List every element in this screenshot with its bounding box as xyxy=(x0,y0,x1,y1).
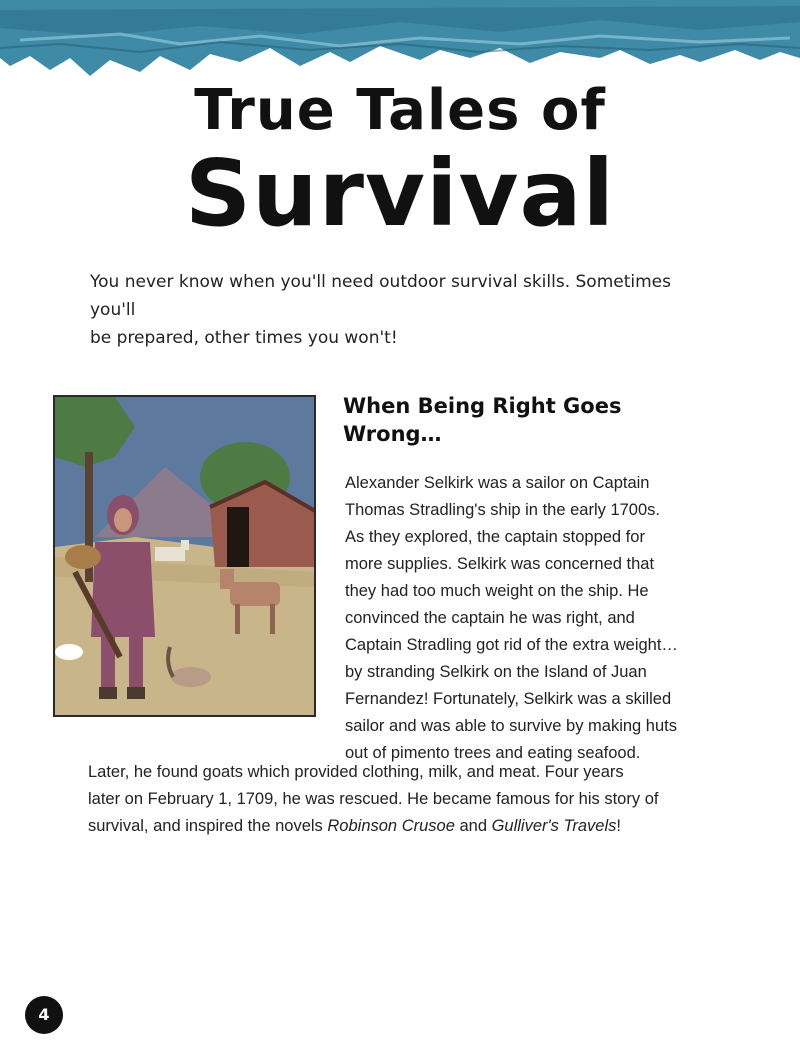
page-number: 4 xyxy=(25,996,63,1034)
castaway-illustration xyxy=(53,395,316,717)
text-fragment: ! xyxy=(616,817,621,835)
text-line: Thomas Stradling's ship in the early 1700s. xyxy=(345,501,660,519)
intro-line: You never know when you'll need outdoor survival skills. Sometimes you'll xyxy=(90,272,671,320)
text-line: out of pimento trees and eating seafood. xyxy=(345,744,641,762)
text-line: more supplies. Selkirk was concerned that xyxy=(345,555,655,573)
text-line: by stranding Selkirk on the Island of Juan xyxy=(345,663,647,681)
text-line: they had too much weight on the ship. He xyxy=(345,582,649,600)
brush-stroke-header xyxy=(0,0,800,90)
page-title-line1: True Tales of xyxy=(194,78,606,143)
text-line: Alexander Selkirk was a sailor on Captain xyxy=(345,474,650,492)
text-line: sailor and was able to survive by making huts xyxy=(345,717,677,735)
intro-line: be prepared, other times you won't! xyxy=(90,328,398,348)
text-line: convinced the captain he was right, and xyxy=(345,609,635,627)
article-column-text xyxy=(345,470,715,767)
text-line: later on February 1, 1709, he was rescued. He became famous for his story of xyxy=(88,790,659,808)
text-line: Captain Stradling got rid of the extra weight… xyxy=(345,636,678,654)
text-line: Later, he found goats which provided clothing, milk, and meat. Four years xyxy=(88,763,624,781)
text-fragment: survival, and inspired the novels xyxy=(88,817,328,835)
text-line: As they explored, the captain stopped for xyxy=(345,528,645,546)
article-full-width-text xyxy=(88,759,728,840)
text-line: Fernandez! Fortunately, Selkirk was a skilled xyxy=(345,690,672,708)
book-title-gullivers-travels: Gulliver's Travels xyxy=(491,817,617,835)
article-heading-line: Wrong… xyxy=(343,422,442,446)
article-heading xyxy=(343,392,673,448)
article-heading-line: When Being Right Goes xyxy=(343,394,622,418)
book-title-robinson-crusoe: Robinson Crusoe xyxy=(327,817,455,835)
intro-paragraph xyxy=(90,268,710,352)
text-fragment: and xyxy=(454,817,492,835)
page-title-line2: Survival xyxy=(184,140,616,247)
text-line-last xyxy=(88,813,728,840)
